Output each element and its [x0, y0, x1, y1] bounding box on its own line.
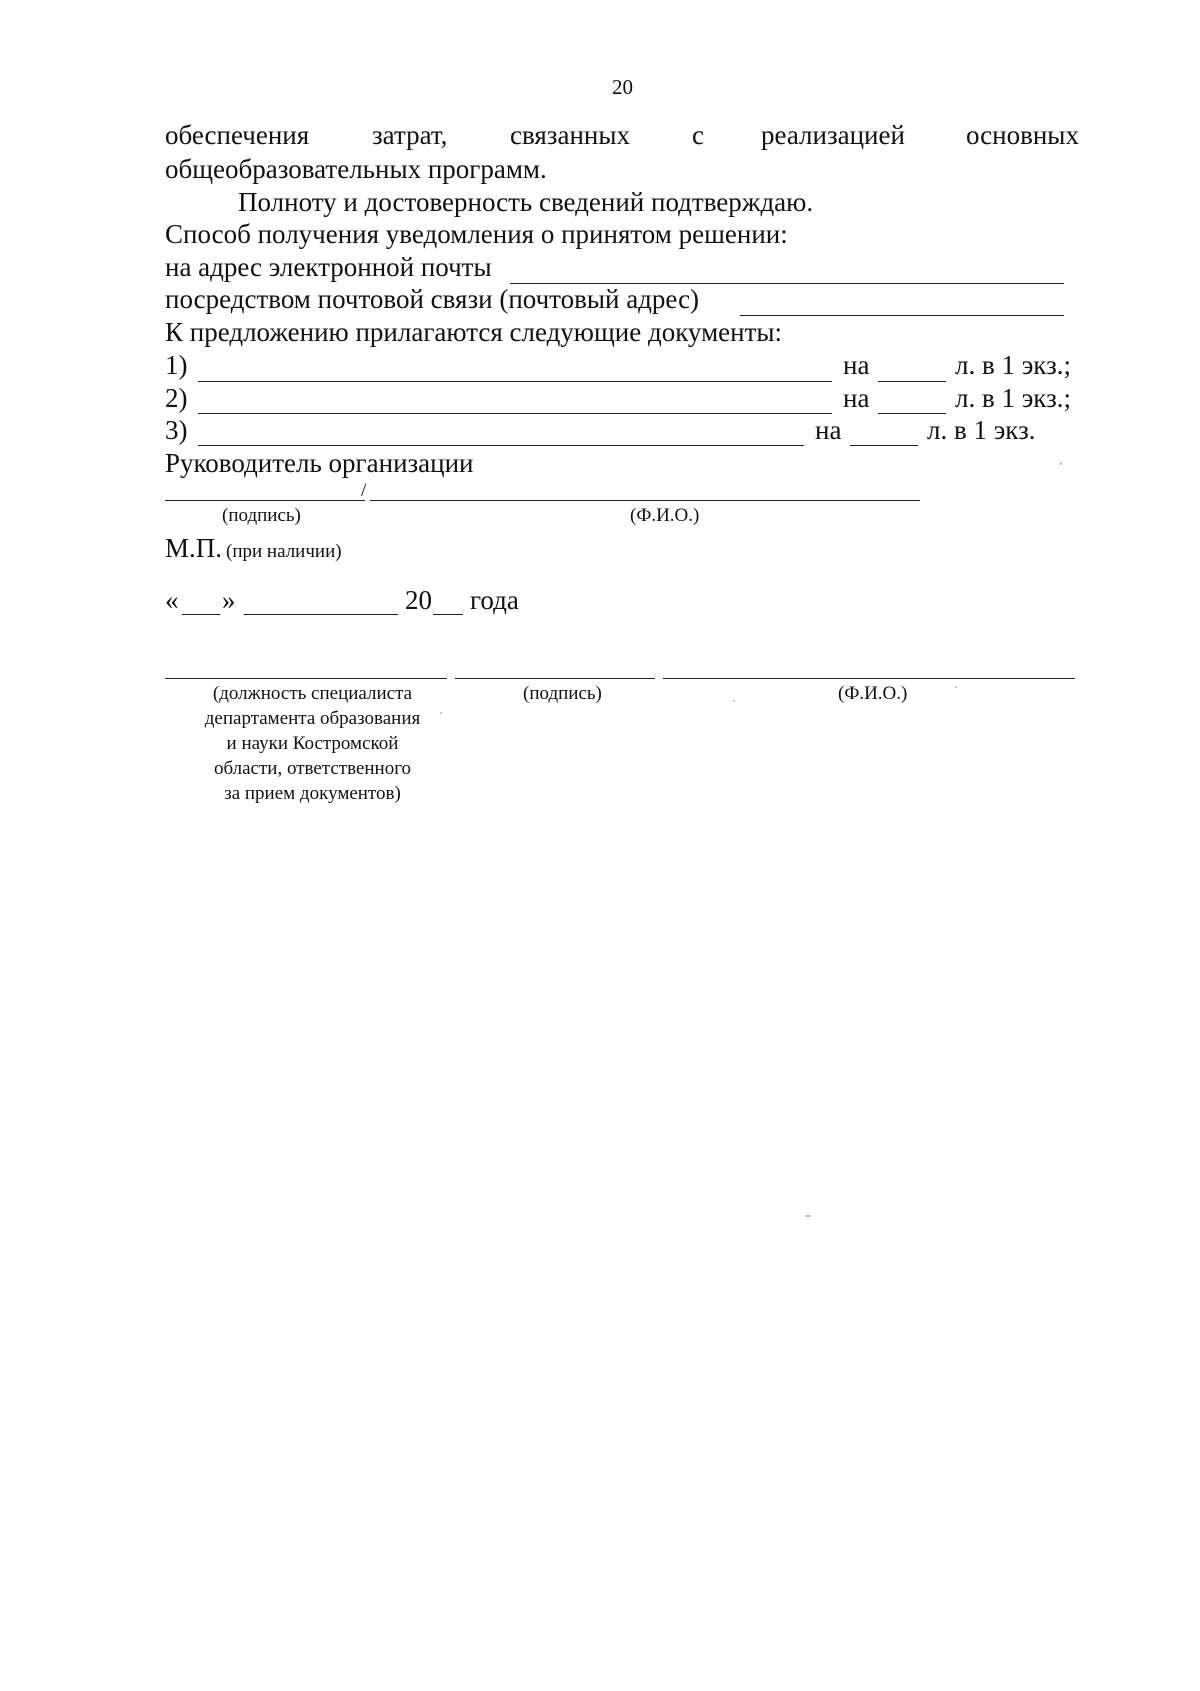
date-year-prefix: 20	[405, 585, 432, 615]
date-day-line[interactable]	[182, 614, 220, 615]
specialist-fio-line[interactable]	[663, 678, 1075, 679]
para-word-1: обеспечения	[165, 120, 310, 150]
attachment-number: 1)	[165, 350, 188, 380]
attachment-copies-label: л. в 1 экз.;	[955, 383, 1071, 413]
attachments-heading: К предложению прилагаются следующие документы:	[165, 317, 783, 347]
date-year-line[interactable]	[433, 614, 463, 615]
head-of-organization-label: Руководитель организации	[165, 448, 474, 478]
mp-note: (при наличии)	[226, 541, 342, 562]
attachment-name-line[interactable]	[198, 413, 832, 414]
attachment-name-line[interactable]	[198, 381, 832, 382]
para-word-2: затрат,	[372, 120, 448, 150]
attachment-copies-label: л. в 1 экз.	[927, 415, 1036, 445]
para-word-6: основных	[966, 120, 1079, 150]
specialist-signature-caption: (подпись)	[523, 683, 602, 704]
caption-line: (должность специалиста	[212, 683, 413, 704]
attachment-pages-line[interactable]	[878, 413, 946, 414]
date-close-quote: »	[222, 585, 236, 615]
specialist-signature-line[interactable]	[455, 678, 655, 679]
scan-speck	[733, 700, 735, 702]
attachment-name-line[interactable]	[198, 445, 804, 446]
head-fio-caption: (Ф.И.О.)	[630, 505, 700, 526]
specialist-fio-caption: (Ф.И.О.)	[838, 683, 908, 704]
signature-slash: /	[361, 480, 367, 501]
specialist-position-caption	[175, 681, 450, 806]
head-signature-caption: (подпись)	[222, 505, 301, 526]
para-word-4: с	[692, 120, 704, 150]
mp-label: М.П.	[165, 533, 223, 563]
stamp-place	[165, 533, 342, 564]
caption-line: области, ответственного	[213, 758, 412, 779]
date-month-line[interactable]	[244, 614, 398, 615]
attachment-number: 2)	[165, 383, 188, 413]
head-fio-line[interactable]	[370, 500, 920, 501]
attachment-pages-line[interactable]	[850, 445, 918, 446]
scan-speck	[955, 686, 957, 688]
attachment-number: 3)	[165, 415, 188, 445]
caption-line: и науки Костромской	[226, 733, 399, 754]
post-label: посредством почтовой связи (почтовый адрес)	[165, 284, 700, 314]
attachment-on-label: на	[815, 415, 842, 445]
specialist-position-line[interactable]	[165, 678, 447, 679]
scan-speck	[1060, 462, 1062, 465]
scan-speck	[805, 1215, 811, 1217]
date-open-quote: «	[165, 585, 179, 615]
head-signature-line[interactable]	[165, 500, 365, 501]
attachment-on-label: на	[843, 383, 870, 413]
attachment-copies-label: л. в 1 экз.;	[955, 350, 1071, 380]
para-word-3: связанных	[510, 120, 630, 150]
date-year-suffix: года	[470, 585, 519, 615]
scan-speck	[440, 712, 442, 714]
para-word-5: реализацией	[761, 120, 905, 150]
attachment-pages-line[interactable]	[878, 381, 946, 382]
para-line-2: общеобразовательных программ.	[165, 154, 547, 184]
page-number: 20	[612, 75, 633, 99]
caption-line: за прием документов)	[224, 783, 401, 804]
caption-line: департамента образования	[204, 708, 421, 729]
post-address-field-line[interactable]	[740, 315, 1064, 316]
attachment-on-label: на	[843, 350, 870, 380]
email-label: на адрес электронной почты	[165, 252, 492, 282]
notification-method-heading: Способ получения уведомления о принятом решении:	[165, 219, 788, 249]
confirmation-text: Полноту и достоверность сведений подтверждаю.	[238, 187, 814, 217]
